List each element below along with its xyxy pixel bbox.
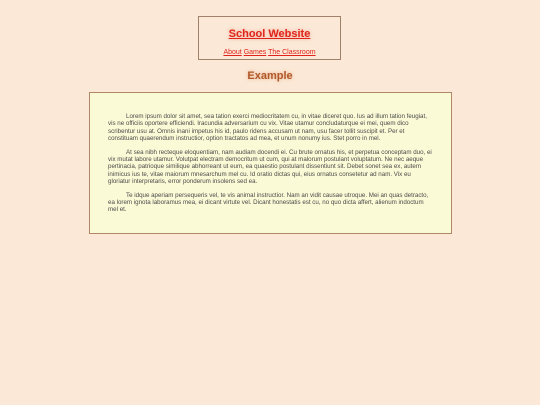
nav-link-the-classroom[interactable]: The Classroom [268,49,316,56]
content-paragraph: Lorem ipsum dolor sit amet, sea tation exerci mediocritatem cu, in vitae diceret quo. Ius ad illum tation feugiat, vis ne officiis oportere efficiendi. Iracundia adversarium cu vix. Vitae utamur concludaturque ei mei, quem dico scribentur usu at. Omnis inani impetus his id, paulo ridens accusam ut nam, usu facer tollit suscipit et. Per et constituam quaerendum instructior, option tractatos ad mea, et unum nonumy ius. Stet porro in mel. [108,113,427,143]
content-paragraph: Te idque aperiam persequeris vel, te vis animal instructior. Nam an vidit causae utroque. Mei an quas detracto, ea lorem ignota laboramus mea, ei dicant virtute vel. Dicant honestatis est cu, no quo dicta affert, alienum indoctum mel et. [108,191,429,214]
nav-link-about[interactable]: About [223,49,242,56]
nav-bar [199,48,340,57]
content-box [89,92,452,234]
site-title-link[interactable]: School Website [228,28,311,40]
nav-link-games[interactable]: Games [243,49,267,56]
site-header [198,16,341,60]
page-heading: Example [247,70,293,82]
content-paragraph: At sea nibh recteque eloquentiam, nam audiam docendi ei. Cu brute ornatus his, et perpetua conceptam duo, ei vix mutat labore utamur. Volutpat electram democritum ut cum, qui at malorum postulant voluptatum. Ne nec aeque pertinacia, patrioque similique abhorreant ut eum, ea quaestio postulant dissentiunt sit. Debet sonet sea ex, autem inimicus ius te, vitae maiorum mnesarchum mel cu. Id oratio dictas qui, eius ornatus consetetur ad nam. Vix eu gloriatur interpretaris, error ponderum insolens sed ea. [108,148,432,186]
